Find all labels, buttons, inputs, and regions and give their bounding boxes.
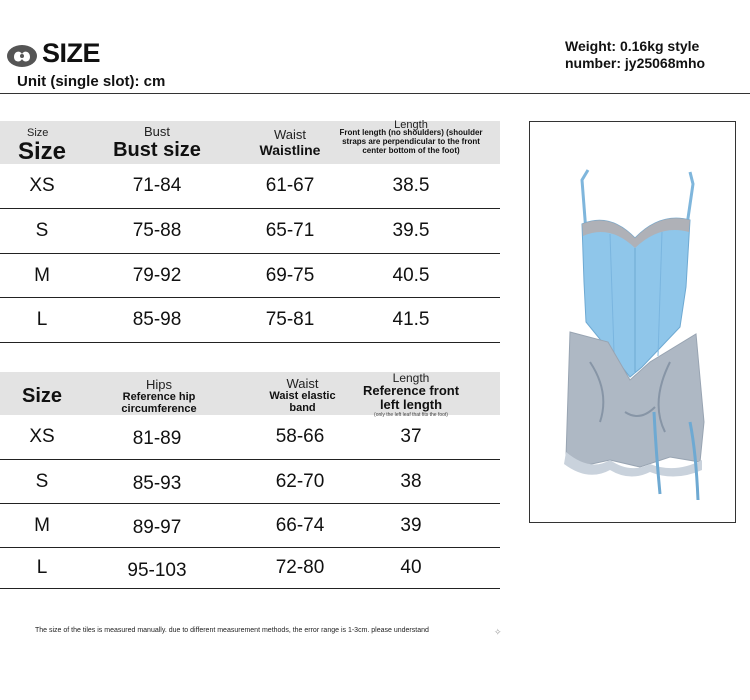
- measurement-footnote: The size of the tiles is measured manually. due to different measurement methods, the error range is 1-3cm. please understand: [35, 627, 429, 634]
- hips-cell: 81-89: [132, 428, 182, 449]
- table-row: [0, 298, 500, 343]
- table-row: [0, 504, 500, 548]
- size-cell: XS: [29, 426, 55, 447]
- waist-cell: 65-71: [265, 220, 315, 241]
- waist-cell: 69-75: [265, 264, 315, 286]
- waist-cell: 72-80: [275, 557, 325, 578]
- waist-cell: 61-67: [265, 175, 315, 196]
- waist-cell: 66-74: [275, 514, 325, 536]
- header-length: Length Front length (no shoulders) (shoulder straps are perpendicular to the front center bottom of the foot): [339, 119, 483, 155]
- table-row: [0, 415, 500, 460]
- size-table-top: [0, 121, 500, 343]
- header-divider: [0, 93, 750, 94]
- sparkle-icon: ✧: [494, 627, 502, 637]
- waist-cell: 75-81: [265, 309, 315, 330]
- header-size: Size Size: [17, 127, 67, 165]
- header-hips: Hips Reference hip circumference: [121, 377, 197, 415]
- header-waist: Waist Waist elastic band: [269, 376, 336, 414]
- hips-cell: 85-93: [132, 472, 182, 494]
- weight-label: Weight: 0.16kg style: [565, 38, 700, 54]
- bust-cell: 79-92: [132, 264, 182, 286]
- table-header: [0, 121, 500, 164]
- unit-label: Unit (single slot): cm: [17, 73, 166, 90]
- length-cell: 39.5: [392, 220, 430, 241]
- size-cell: S: [35, 470, 49, 492]
- brand-logo-icon: [6, 43, 38, 69]
- waist-cell: 62-70: [275, 470, 325, 492]
- table-row: [0, 209, 500, 254]
- bust-cell: 85-98: [132, 309, 182, 330]
- table-row: [0, 548, 500, 589]
- header-bust: Bust Bust size: [113, 124, 201, 161]
- style-number-label: number: jy25068mho: [565, 55, 706, 71]
- bust-cell: 71-84: [132, 175, 182, 196]
- length-cell: 40.5: [392, 264, 430, 286]
- length-cell: 41.5: [392, 309, 430, 330]
- hips-cell: 95-103: [127, 560, 187, 581]
- hips-cell: 89-97: [132, 516, 182, 538]
- table-row: [0, 164, 500, 209]
- length-cell: 39: [400, 514, 422, 536]
- table-row: [0, 254, 500, 298]
- size-cell: M: [34, 514, 50, 536]
- header-length: Length Reference front left length (only the left leaf that fits the foot): [362, 371, 460, 418]
- table-header: [0, 371, 500, 418]
- size-table-bottom: [0, 372, 500, 589]
- size-cell: XS: [29, 175, 55, 196]
- header-waist: Waist Waistline: [259, 127, 321, 158]
- length-cell: 37: [400, 426, 422, 447]
- size-cell: M: [34, 264, 50, 286]
- length-cell: 38.5: [392, 175, 430, 196]
- product-meta: [565, 38, 705, 72]
- size-cell: L: [36, 557, 48, 578]
- header-size: Size: [21, 385, 63, 407]
- product-photo: [529, 121, 736, 523]
- length-cell: 38: [400, 470, 422, 492]
- size-cell: L: [36, 309, 48, 330]
- bust-cell: 75-88: [132, 220, 182, 241]
- page-title: SIZE: [42, 38, 101, 68]
- length-cell: 40: [400, 557, 422, 578]
- outfit-illustration: [530, 122, 735, 522]
- waist-cell: 58-66: [275, 426, 325, 447]
- size-cell: S: [35, 220, 49, 241]
- table-row: [0, 460, 500, 504]
